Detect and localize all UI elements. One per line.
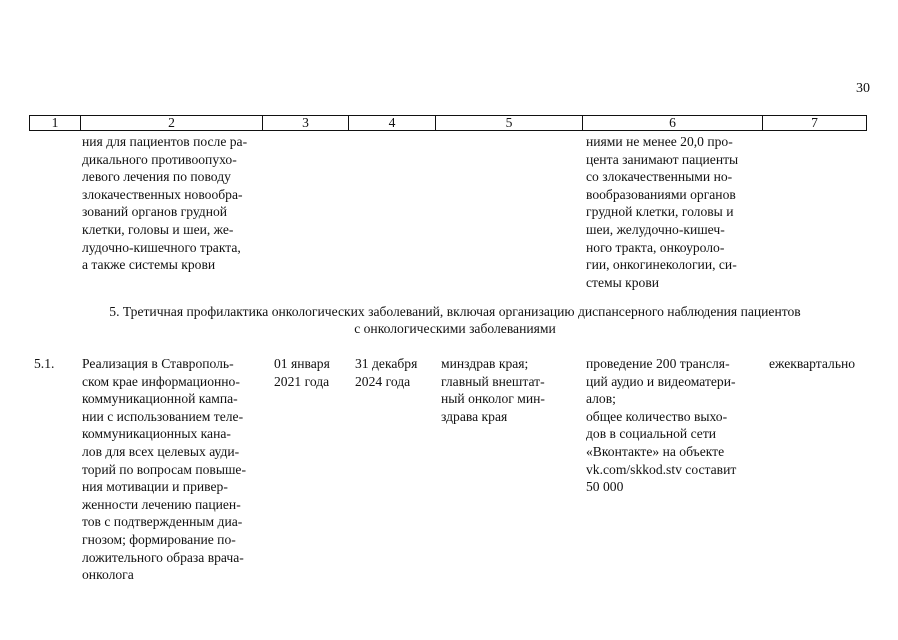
- row-responsible: минздрав края; главный внештат- ный онколог мин- здрава края: [441, 356, 545, 424]
- row-number: 5.1.: [34, 356, 55, 371]
- header-col-7: 7: [811, 115, 818, 130]
- header-col-5: 5: [436, 116, 583, 130]
- section-heading-line2: с онкологическими заболеваниями: [354, 321, 556, 336]
- continued-row-col6: ниями не менее 20,0 про- цента занимают пациенты со злокачественными но- вообразованиями органов грудной клетки, головы и шеи, желудочно-кишеч- ного тракта, онкоуроло- гии, онкогинекологии, си- стемы крови: [586, 134, 739, 290]
- header-col-4: 4: [349, 116, 436, 130]
- page-number: 30: [856, 81, 870, 96]
- header-col-6: 6: [583, 116, 763, 130]
- table-header-row: [29, 115, 867, 131]
- row-description: Реализация в Ставрополь- ском крае информационно- коммуникационной кампа- нии с использованием теле- коммуникационных кана- лов для всех целевых ауди- торий по вопросам повыше- ния мотивации и привер- женности лечению пациен- тов с подтвержденным диа- гнозом; формирование по- ложительного образа врача- онколога: [82, 356, 246, 583]
- row-result: проведение 200 трансля- ций аудио и видеоматери- алов; общее количество выхо- дов в социальной сети «Вконтакте» на объекте vk.com/skkod.stv составит 50 000: [586, 356, 737, 495]
- section-heading: [60, 303, 850, 337]
- section-heading-line1: 5. Третичная профилактика онкологических заболеваний, включая организацию диспансерного наблюдения пациентов: [109, 304, 801, 319]
- row-frequency: ежеквартально: [769, 356, 856, 371]
- continued-row-col2: ния для пациентов после ра- дикального противоопухо- левого лечения по поводу злокачественных новообра- зований органов грудной клетки, головы и шеи, же- лудочно-кишечного тракта, а также системы крови: [82, 134, 248, 273]
- header-col-2: 2: [81, 116, 263, 130]
- row-start-date: 01 января 2021 года: [274, 356, 330, 389]
- header-col-1: 1: [30, 116, 81, 130]
- header-col-3: 3: [263, 116, 349, 130]
- row-end-date: 31 декабря 2024 года: [355, 356, 418, 389]
